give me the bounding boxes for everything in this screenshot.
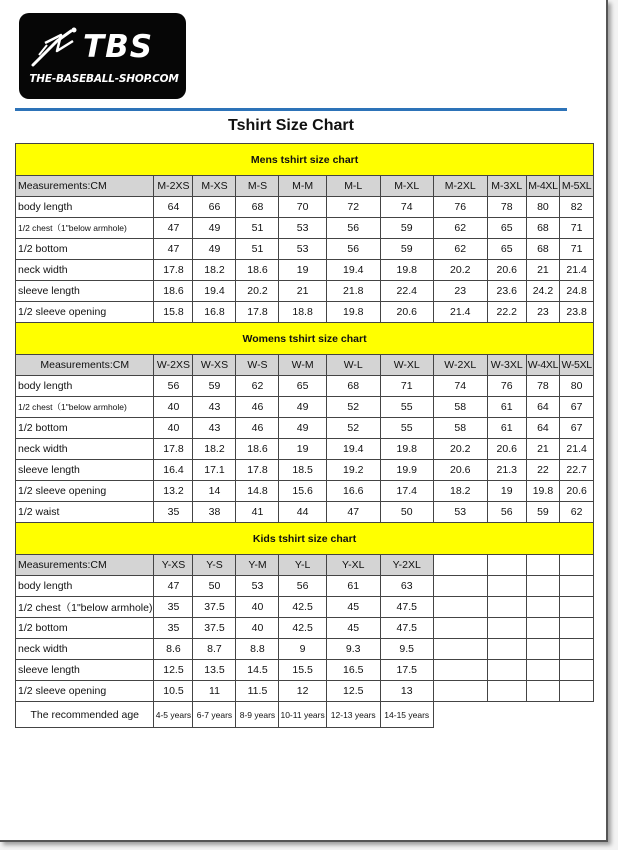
size-value: 14.5: [236, 660, 279, 681]
size-value: 18.2: [193, 260, 236, 281]
size-value: 70: [279, 197, 326, 218]
size-header: W-S: [236, 355, 279, 376]
size-value: 42.5: [279, 618, 326, 639]
size-value: 11: [193, 681, 236, 702]
size-value: 37.5: [193, 618, 236, 639]
size-value: 16.6: [326, 481, 380, 502]
size-value: 21: [526, 260, 559, 281]
measurement-label: body length: [16, 197, 154, 218]
size-value: 68: [236, 197, 279, 218]
size-value: 20.2: [433, 260, 487, 281]
size-value: 62: [560, 502, 594, 523]
womens-heading-row: [16, 323, 594, 355]
size-value: 15.5: [279, 660, 326, 681]
empty-cell: [560, 702, 594, 728]
empty-cell: [526, 702, 559, 728]
size-value: 19.8: [380, 439, 433, 460]
size-value: 49: [279, 397, 326, 418]
size-header: M-4XL: [526, 176, 559, 197]
size-value: 14.8: [236, 481, 279, 502]
size-header: W-4XL: [526, 355, 559, 376]
size-value: 18.2: [433, 481, 487, 502]
size-header: Y-2XL: [380, 555, 433, 576]
size-value: 16.4: [154, 460, 193, 481]
measurement-label: 1/2 sleeve opening: [16, 481, 154, 502]
size-value: 68: [526, 239, 559, 260]
size-value: 43: [193, 397, 236, 418]
mens-heading-row: [16, 144, 594, 176]
measurement-label: 1/2 bottom: [16, 418, 154, 439]
empty-cell: [526, 618, 559, 639]
size-value: 50: [380, 502, 433, 523]
empty-cell: [433, 702, 487, 728]
size-value: 19.9: [380, 460, 433, 481]
measurement-label: 1/2 chest（1"below armhole): [16, 218, 154, 239]
size-header: W-2XL: [433, 355, 487, 376]
empty-cell: [433, 660, 487, 681]
size-value: 56: [326, 218, 380, 239]
size-value: 10.5: [154, 681, 193, 702]
size-value: 13.5: [193, 660, 236, 681]
size-value: 35: [154, 597, 193, 618]
size-value: 17.8: [154, 260, 193, 281]
size-value: 21: [279, 281, 326, 302]
size-value: 17.8: [236, 302, 279, 323]
measurement-label: 1/2 bottom: [16, 618, 154, 639]
size-value: 18.6: [236, 439, 279, 460]
size-value: 67: [560, 418, 594, 439]
size-value: 74: [433, 376, 487, 397]
size-value: 65: [487, 239, 526, 260]
measurements-header: Measurements:CM: [16, 355, 154, 376]
size-value: 9.5: [380, 639, 433, 660]
size-value: 18.2: [193, 439, 236, 460]
size-value: 22.7: [560, 460, 594, 481]
size-value: 53: [236, 576, 279, 597]
empty-cell: [487, 660, 526, 681]
table-row: [16, 660, 594, 681]
size-value: 21.4: [560, 260, 594, 281]
size-value: 19.4: [193, 281, 236, 302]
size-header: Y-S: [193, 555, 236, 576]
size-header: M-L: [326, 176, 380, 197]
size-value: 15.8: [154, 302, 193, 323]
empty-cell: [433, 639, 487, 660]
empty-cell: [560, 660, 594, 681]
table-row: [16, 397, 594, 418]
table-row: [16, 239, 594, 260]
size-value: 63: [380, 576, 433, 597]
measurements-header: Measurements:CM: [16, 176, 154, 197]
kids-heading-row: [16, 523, 594, 555]
size-value: 76: [487, 376, 526, 397]
size-value: 49: [279, 418, 326, 439]
measurement-label: sleeve length: [16, 460, 154, 481]
size-value: 55: [380, 418, 433, 439]
size-value: 72: [326, 197, 380, 218]
size-value: 24.2: [526, 281, 559, 302]
size-value: 53: [433, 502, 487, 523]
size-value: 61: [487, 418, 526, 439]
size-value: 56: [487, 502, 526, 523]
size-header: M-5XL: [560, 176, 594, 197]
size-value: 47: [154, 576, 193, 597]
size-header: M-3XL: [487, 176, 526, 197]
size-value: 59: [193, 376, 236, 397]
empty-cell: [560, 618, 594, 639]
recommended-age-label: The recommended age: [16, 702, 154, 728]
size-value: 67: [560, 397, 594, 418]
table-row: [16, 302, 594, 323]
size-header: M-XL: [380, 176, 433, 197]
size-value: 50: [193, 576, 236, 597]
table-row: [16, 439, 594, 460]
measurement-label: sleeve length: [16, 281, 154, 302]
size-header: Y-XL: [326, 555, 380, 576]
size-value: 21: [526, 439, 559, 460]
age-value: 4-5 years: [154, 702, 193, 728]
size-chart-table: [15, 143, 594, 728]
size-value: 80: [526, 197, 559, 218]
empty-header-cell: [560, 555, 594, 576]
empty-cell: [560, 639, 594, 660]
brand-url: THE-BASEBALL-SHOP.COM: [29, 73, 179, 85]
size-value: 22.2: [487, 302, 526, 323]
size-value: 71: [380, 376, 433, 397]
size-value: 59: [380, 239, 433, 260]
size-value: 37.5: [193, 597, 236, 618]
size-value: 56: [326, 239, 380, 260]
table-row: [16, 576, 594, 597]
table-row: [16, 418, 594, 439]
empty-cell: [526, 681, 559, 702]
size-header: Y-L: [279, 555, 326, 576]
size-value: 9: [279, 639, 326, 660]
measurement-label: 1/2 waist: [16, 502, 154, 523]
size-value: 68: [526, 218, 559, 239]
page-title: Tshirt Size Chart: [228, 117, 354, 134]
age-value: 12-13 years: [326, 702, 380, 728]
size-value: 45: [326, 597, 380, 618]
size-value: 78: [526, 376, 559, 397]
size-value: 52: [326, 418, 380, 439]
table-row: [16, 597, 594, 618]
size-value: 59: [380, 218, 433, 239]
size-header: W-M: [279, 355, 326, 376]
brand-logo: [19, 13, 186, 99]
empty-cell: [487, 702, 526, 728]
size-value: 56: [279, 576, 326, 597]
size-value: 13: [380, 681, 433, 702]
size-value: 55: [380, 397, 433, 418]
size-value: 62: [236, 376, 279, 397]
size-value: 40: [154, 397, 193, 418]
size-value: 35: [154, 618, 193, 639]
size-value: 11.5: [236, 681, 279, 702]
size-value: 49: [193, 218, 236, 239]
size-value: 19.8: [526, 481, 559, 502]
size-value: 71: [560, 218, 594, 239]
table-row: [16, 197, 594, 218]
table-row: [16, 260, 594, 281]
size-value: 14: [193, 481, 236, 502]
size-header: Y-M: [236, 555, 279, 576]
size-value: 65: [279, 376, 326, 397]
measurement-label: body length: [16, 376, 154, 397]
size-value: 22: [526, 460, 559, 481]
size-header: W-3XL: [487, 355, 526, 376]
size-value: 21.4: [560, 439, 594, 460]
empty-cell: [526, 576, 559, 597]
table-row: [16, 376, 594, 397]
size-value: 45: [326, 618, 380, 639]
size-header: W-XS: [193, 355, 236, 376]
measurement-label: 1/2 sleeve opening: [16, 681, 154, 702]
size-value: 43: [193, 418, 236, 439]
size-value: 52: [326, 397, 380, 418]
size-value: 47.5: [380, 618, 433, 639]
size-value: 17.8: [236, 460, 279, 481]
age-value: 14-15 years: [380, 702, 433, 728]
size-value: 51: [236, 239, 279, 260]
size-value: 20.6: [487, 439, 526, 460]
size-value: 8.6: [154, 639, 193, 660]
empty-cell: [526, 639, 559, 660]
size-header: M-2XL: [433, 176, 487, 197]
size-value: 61: [326, 576, 380, 597]
size-value: 12.5: [326, 681, 380, 702]
empty-cell: [487, 681, 526, 702]
size-value: 76: [433, 197, 487, 218]
size-value: 59: [526, 502, 559, 523]
size-value: 40: [236, 597, 279, 618]
size-value: 46: [236, 418, 279, 439]
size-value: 47: [326, 502, 380, 523]
measurements-header: Measurements:CM: [16, 555, 154, 576]
kids-section-heading: Kids tshirt size chart: [16, 523, 594, 555]
measurement-label: neck width: [16, 639, 154, 660]
measurement-label: 1/2 chest（1"below armhole): [16, 397, 154, 418]
size-value: 19: [279, 439, 326, 460]
size-value: 74: [380, 197, 433, 218]
size-value: 20.6: [380, 302, 433, 323]
size-value: 19.2: [326, 460, 380, 481]
size-value: 9.3: [326, 639, 380, 660]
empty-cell: [433, 576, 487, 597]
size-value: 18.6: [236, 260, 279, 281]
table-row: [16, 618, 594, 639]
table-row: [16, 481, 594, 502]
age-value: 8-9 years: [236, 702, 279, 728]
size-value: 20.2: [433, 439, 487, 460]
size-value: 47: [154, 239, 193, 260]
size-value: 18.6: [154, 281, 193, 302]
size-value: 21.8: [326, 281, 380, 302]
size-value: 19.8: [380, 260, 433, 281]
measurement-label: neck width: [16, 439, 154, 460]
size-value: 21.3: [487, 460, 526, 481]
empty-cell: [560, 576, 594, 597]
measurement-label: 1/2 sleeve opening: [16, 302, 154, 323]
table-row: [16, 460, 594, 481]
size-value: 20.2: [236, 281, 279, 302]
table-row: [16, 502, 594, 523]
table-row: [16, 281, 594, 302]
size-value: 22.4: [380, 281, 433, 302]
size-header: W-5XL: [560, 355, 594, 376]
empty-cell: [433, 597, 487, 618]
size-value: 17.4: [380, 481, 433, 502]
empty-cell: [560, 681, 594, 702]
size-value: 19.8: [326, 302, 380, 323]
size-value: 49: [193, 239, 236, 260]
empty-cell: [487, 639, 526, 660]
size-value: 19.4: [326, 260, 380, 281]
brand-name: TBS: [83, 29, 154, 65]
size-header: M-XS: [193, 176, 236, 197]
size-value: 46: [236, 397, 279, 418]
size-value: 40: [236, 618, 279, 639]
size-value: 23: [526, 302, 559, 323]
empty-header-cell: [433, 555, 487, 576]
measurement-label: 1/2 chest（1"below armhole): [16, 597, 154, 618]
size-header: M-S: [236, 176, 279, 197]
kids-size-header-row: [16, 555, 594, 576]
measurement-label: neck width: [16, 260, 154, 281]
size-value: 44: [279, 502, 326, 523]
size-value: 16.5: [326, 660, 380, 681]
size-value: 20.6: [433, 460, 487, 481]
size-value: 42.5: [279, 597, 326, 618]
womens-section-heading: Womens tshirt size chart: [16, 323, 594, 355]
size-value: 19.4: [326, 439, 380, 460]
size-value: 40: [154, 418, 193, 439]
size-value: 12.5: [154, 660, 193, 681]
size-value: 18.8: [279, 302, 326, 323]
size-header: Y-XS: [154, 555, 193, 576]
size-value: 17.1: [193, 460, 236, 481]
empty-cell: [526, 660, 559, 681]
size-value: 17.8: [154, 439, 193, 460]
mens-size-header-row: [16, 176, 594, 197]
empty-cell: [487, 597, 526, 618]
size-value: 15.6: [279, 481, 326, 502]
size-value: 41: [236, 502, 279, 523]
size-value: 20.6: [487, 260, 526, 281]
size-value: 47.5: [380, 597, 433, 618]
header-divider: [15, 108, 567, 111]
measurement-label: body length: [16, 576, 154, 597]
empty-header-cell: [487, 555, 526, 576]
table-row: [16, 218, 594, 239]
size-value: 71: [560, 239, 594, 260]
age-value: 10-11 years: [279, 702, 326, 728]
size-value: 78: [487, 197, 526, 218]
size-value: 23.6: [487, 281, 526, 302]
empty-cell: [526, 597, 559, 618]
size-value: 64: [526, 397, 559, 418]
measurement-label: sleeve length: [16, 660, 154, 681]
size-value: 62: [433, 239, 487, 260]
size-value: 64: [154, 197, 193, 218]
size-value: 62: [433, 218, 487, 239]
size-value: 58: [433, 397, 487, 418]
empty-cell: [487, 576, 526, 597]
size-value: 65: [487, 218, 526, 239]
womens-size-header-row: [16, 355, 594, 376]
size-value: 8.7: [193, 639, 236, 660]
size-value: 38: [193, 502, 236, 523]
size-value: 58: [433, 418, 487, 439]
size-value: 8.8: [236, 639, 279, 660]
size-value: 53: [279, 239, 326, 260]
size-value: 56: [154, 376, 193, 397]
baseball-player-logo-icon: [27, 21, 83, 73]
size-value: 64: [526, 418, 559, 439]
size-value: 66: [193, 197, 236, 218]
empty-header-cell: [526, 555, 559, 576]
size-value: 16.8: [193, 302, 236, 323]
size-value: 47: [154, 218, 193, 239]
size-value: 18.5: [279, 460, 326, 481]
size-header: W-L: [326, 355, 380, 376]
size-value: 23.8: [560, 302, 594, 323]
size-value: 35: [154, 502, 193, 523]
size-value: 51: [236, 218, 279, 239]
size-value: 17.5: [380, 660, 433, 681]
size-header: M-2XS: [154, 176, 193, 197]
size-value: 61: [487, 397, 526, 418]
empty-cell: [560, 597, 594, 618]
size-value: 53: [279, 218, 326, 239]
recommended-age-row: [16, 702, 594, 728]
age-value: 6-7 years: [193, 702, 236, 728]
empty-cell: [433, 681, 487, 702]
size-value: 23: [433, 281, 487, 302]
size-value: 82: [560, 197, 594, 218]
size-value: 12: [279, 681, 326, 702]
size-value: 21.4: [433, 302, 487, 323]
size-value: 19: [279, 260, 326, 281]
size-header: W-XL: [380, 355, 433, 376]
empty-cell: [487, 618, 526, 639]
size-value: 24.8: [560, 281, 594, 302]
table-row: [16, 639, 594, 660]
size-header: M-M: [279, 176, 326, 197]
size-value: 68: [326, 376, 380, 397]
size-value: 19: [487, 481, 526, 502]
empty-cell: [433, 618, 487, 639]
size-value: 80: [560, 376, 594, 397]
size-value: 20.6: [560, 481, 594, 502]
mens-section-heading: Mens tshirt size chart: [16, 144, 594, 176]
size-value: 13.2: [154, 481, 193, 502]
measurement-label: 1/2 bottom: [16, 239, 154, 260]
table-row: [16, 681, 594, 702]
size-header: W-2XS: [154, 355, 193, 376]
